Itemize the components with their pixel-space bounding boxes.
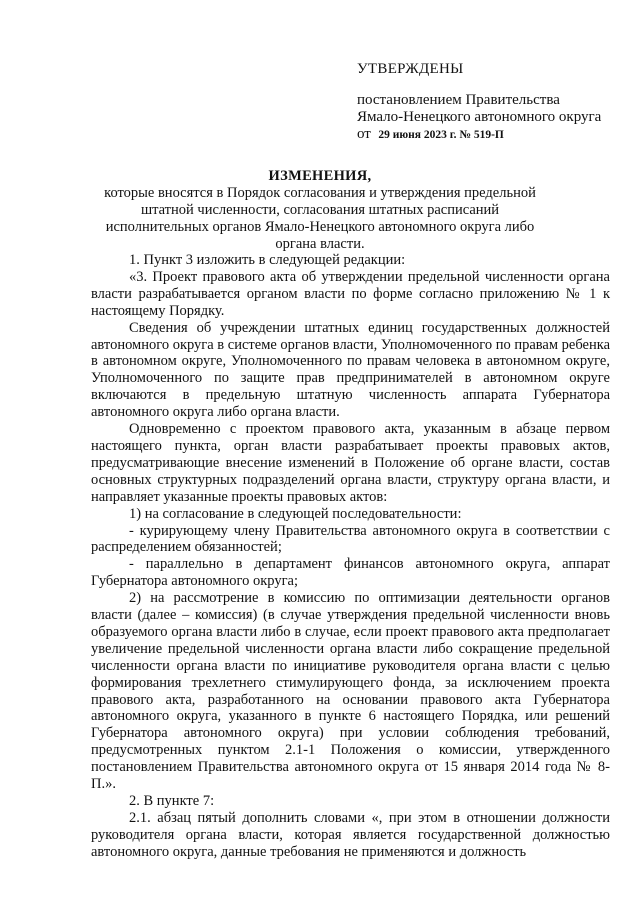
- paragraph-3: Сведения об учреждении штатных единиц государственных должностей автономного округа в системе органов власти, Уполномоченного по правам ребенка в автономном округе, Уполномоченного по правам человека в автономном округе, Уполномоченного по защите прав предпринимателей в автономном округе включаются в предельную штатную численность аппарата Губернатора автономного округа либо органа власти.: [91, 319, 610, 421]
- document-subtitle: которые вносятся в Порядок согласования и утверждения предельной штатной численности, согласования штатных расписаний исполнительных органов Ямало-Ненецкого автономного округа либо органа власти.: [104, 185, 536, 252]
- paragraph-1: 1. Пункт 3 изложить в следующей редакции:: [129, 252, 406, 268]
- document-header: [88, 168, 552, 253]
- approval-date-prefix: от: [357, 126, 371, 142]
- approval-date-line: [357, 126, 627, 144]
- approval-block: [357, 61, 627, 144]
- paragraph-8: 2) на рассмотрение в комиссию по оптимизации деятельности органов власти (далее – комиссия) (в случае утверждения предельной численности вновь образуемого органа власти либо в случае, если проект правового акта предполагает увеличение предельной численности органа власти либо сокращение предельной численности органа власти по инициативе руководителя органа власти с целью формирования трехлетнего стимулирующего фонда, за исключением проекта правового акта, разработанного на основании правового акта Губернатора автономного округа, указанного в пункте 6 настоящего Порядка, или решений Губернатора автономного округа) при условии соблюдения требований, предусмотренных пунктом 2.1-1 Положения о комиссии, утвержденного постановлением Правительства автономного округа от 15 января 2014 года № 8-П.».: [91, 590, 610, 793]
- approval-line-1: постановлением Правительства: [357, 92, 560, 108]
- document-title: ИЗМЕНЕНИЯ,: [268, 168, 372, 184]
- approval-title: УТВЕРЖДЕНЫ: [357, 61, 464, 77]
- approval-date: 29 июня 2023 г. № 519-П: [378, 129, 504, 141]
- paragraph-6: - курирующему члену Правительства автономного округа в соответствии с распределением обязанностей;: [91, 522, 610, 556]
- paragraph-2: «3. Проект правового акта об утверждении предельной численности органа власти разрабатывается органом власти по форме согласно приложению № 1 к настоящему Порядку.: [91, 268, 610, 319]
- document-body: [91, 252, 610, 861]
- paragraph-4: Одновременно с проектом правового акта, указанным в абзаце первом настоящего пункта, орган власти разрабатывает проекты правовых актов, предусматривающие внесение изменений в Положение об органе власти, состав основных структурных подразделений органа власти, структуру органа власти, и направляет указанные проекты правовых актов:: [91, 421, 610, 505]
- paragraph-5: 1) на согласование в следующей последовательности:: [129, 505, 462, 522]
- paragraph-7: - параллельно в департамент финансов автономного округа, аппарат Губернатора автономного округа;: [91, 556, 610, 590]
- paragraph-9: 2. В пункте 7:: [129, 793, 215, 809]
- paragraph-10: 2.1. абзац пятый дополнить словами «, при этом в отношении должности руководителя органа власти, которая является государственной должностью автономного округа, данные требования не применяются и должность: [91, 809, 610, 860]
- approval-line-2: Ямало-Ненецкого автономного округа: [357, 109, 602, 125]
